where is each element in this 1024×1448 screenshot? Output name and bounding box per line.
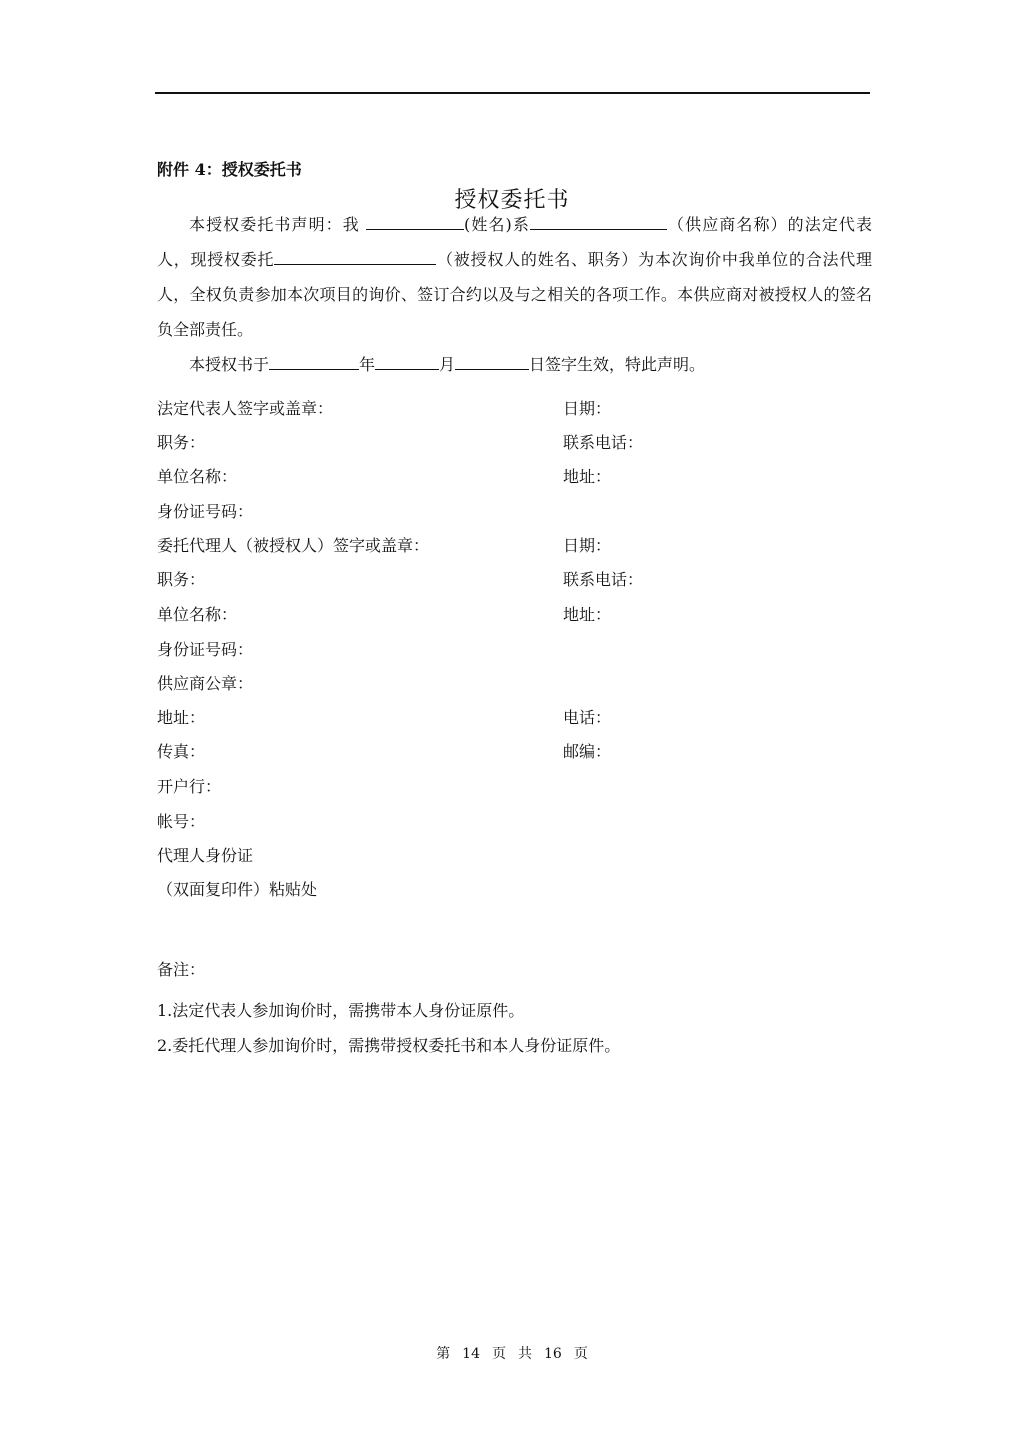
field-row (157, 426, 872, 460)
field-label-right: 日期： (563, 399, 612, 418)
day-blank (455, 352, 529, 370)
effective-text-1: 本授权书于 (189, 355, 270, 374)
field-label-right: 联系电话： (563, 433, 644, 452)
month-label: 月 (439, 355, 456, 374)
field-label: 身份证号码： (157, 502, 254, 521)
footer-jie: 页 (573, 1346, 588, 1362)
declaration-text-4: （被授权人的姓名、职务）为本次询价中我单位的合法代理人，全权负责参加本次项目的询价、签订合约以及与之相关的各项工作。本供应商对被授权人的签名负全部责任。 (157, 250, 872, 339)
field-label: 传真： (157, 742, 206, 761)
field-label: 职务： (157, 433, 206, 452)
declaration-paragraph (157, 207, 872, 347)
field-row (157, 563, 872, 597)
field-label: 代理人身份证 (157, 846, 254, 865)
field-label: 法定代表人签字或盖章： (157, 399, 334, 418)
field-row (157, 839, 872, 873)
name-blank (366, 212, 464, 230)
field-row (157, 598, 872, 632)
field-label: 地址： (157, 708, 206, 727)
field-row (157, 701, 872, 735)
field-row (157, 770, 872, 804)
field-row (157, 633, 872, 667)
declaration-text-3: （供应商名称）的法定代表人，现授权委托 (157, 215, 872, 269)
note-item: 2.委托代理人参加询价时，需携带授权委托书和本人身份证原件。 (157, 1036, 621, 1055)
field-label-right: 电话： (563, 708, 612, 727)
declaration-text-1: 本授权委托书声明：我 (189, 215, 367, 234)
footer-ye: 页 (492, 1346, 506, 1362)
attachment-label: 附件 4：授权委托书 (157, 160, 302, 179)
field-label: 帐号： (157, 812, 206, 831)
field-row (157, 529, 872, 563)
field-label: 单位名称： (157, 467, 238, 486)
year-blank (269, 352, 359, 370)
field-row (157, 495, 872, 529)
field-label-right: 地址： (563, 467, 612, 486)
page-footer (0, 1343, 1024, 1363)
field-label: 单位名称： (157, 605, 238, 624)
month-blank (375, 352, 439, 370)
note-item: 1.法定代表人参加询价时，需携带本人身份证原件。 (157, 1001, 525, 1020)
field-label: 委托代理人（被授权人）签字或盖章： (157, 536, 430, 555)
field-label-right: 地址： (563, 605, 612, 624)
field-label: 身份证号码： (157, 640, 254, 659)
field-row (157, 460, 872, 494)
supplier-name-blank (530, 212, 667, 230)
field-label: （双面复印件）粘贴处 (157, 880, 318, 899)
document-title: 授权委托书 (454, 188, 570, 213)
year-label: 年 (359, 355, 376, 374)
effective-date-line (157, 347, 705, 382)
field-row (157, 805, 872, 839)
field-row (157, 392, 872, 426)
footer-di: 第 (436, 1346, 451, 1362)
header-rule (155, 92, 870, 94)
field-row (157, 735, 872, 769)
page-number: 14 (462, 1346, 480, 1362)
field-row (157, 667, 872, 701)
field-label-right: 联系电话： (563, 570, 644, 589)
day-text: 日签字生效，特此声明。 (529, 355, 706, 374)
field-row (157, 873, 872, 907)
field-label: 供应商公章： (157, 674, 254, 693)
field-label-right: 邮编： (563, 742, 612, 761)
footer-gong: 共 (518, 1346, 532, 1362)
field-label-right: 日期： (563, 536, 612, 555)
authorized-person-blank (274, 247, 436, 265)
notes-heading: 备注： (157, 960, 206, 979)
declaration-text-2: (姓名)系 (464, 215, 530, 234)
field-label: 职务： (157, 570, 206, 589)
field-label: 开户行： (157, 777, 222, 796)
total-pages: 16 (544, 1346, 562, 1362)
